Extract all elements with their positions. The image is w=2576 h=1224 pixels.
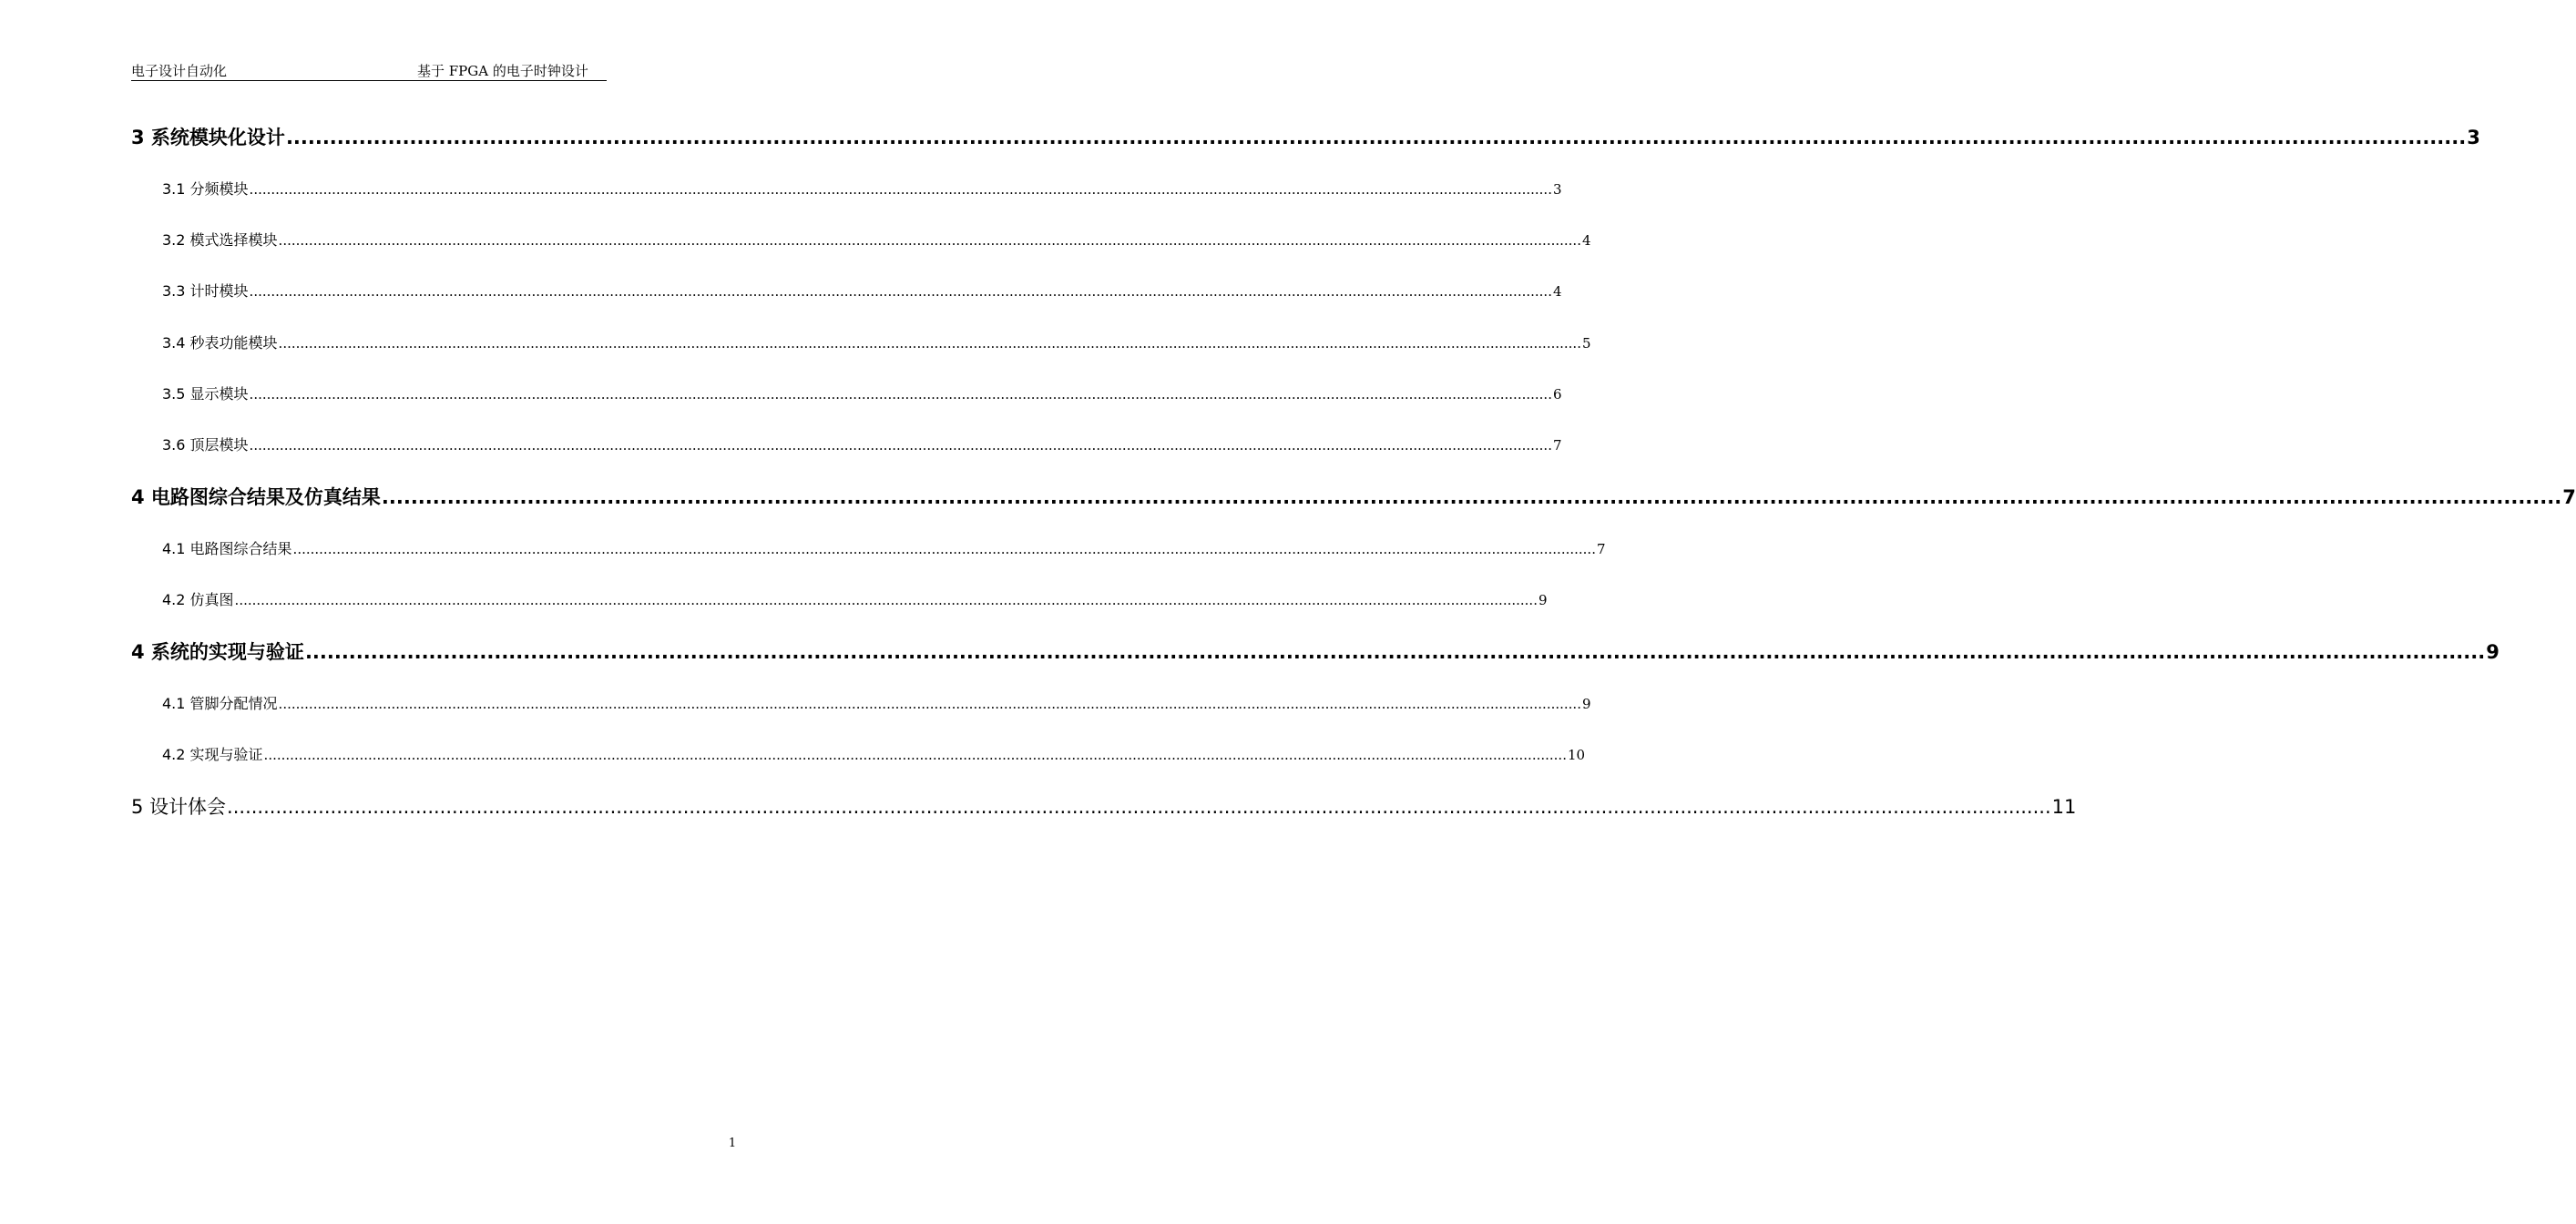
toc-entry-3-2[interactable] [162, 230, 1591, 251]
toc-dot-leader: ............................................................................................................................................................................................................................................................................................................ [227, 796, 2051, 818]
toc-entry-page: 11 [2051, 796, 2077, 818]
toc-entry-4-1b[interactable] [162, 693, 1591, 715]
toc-entry-3-4[interactable] [162, 332, 1591, 354]
toc-entry-page: 4 [1552, 283, 1562, 300]
toc-entry-page: 7 [1596, 541, 1606, 557]
toc-dot-leader: ............................................................................................................................................................................................................................................................................................................ [249, 386, 1552, 403]
toc-dot-leader: ............................................................................................................................................................................................................................................................................................................ [234, 592, 1538, 608]
toc-entry-title: 3.2 模式选择模块 [162, 231, 278, 249]
toc-entry-title: 3.4 秒表功能模块 [162, 334, 278, 352]
toc-entry-chapter-3[interactable] [131, 124, 2480, 151]
toc-entry-title: 4.1 管脚分配情况 [162, 695, 278, 712]
toc-entry-title: 4 电路图综合结果及仿真结果 [131, 486, 381, 508]
toc-entry-4-2a[interactable] [162, 589, 1548, 611]
toc-dot-leader: ............................................................................................................................................................................................................................................................................................................ [278, 232, 1581, 249]
toc-entry-page: 7 [2562, 486, 2576, 508]
toc-entry-page: 6 [1552, 386, 1562, 403]
toc-dot-leader: ............................................................................................................................................................................................................................................................................................................ [285, 127, 2467, 148]
toc-entry-3-6[interactable] [162, 434, 1562, 456]
toc-dot-leader: ............................................................................................................................................................................................................................................................................................................ [263, 747, 1567, 763]
toc-entry-page: 3 [1552, 181, 1562, 198]
toc-entry-page: 9 [1581, 696, 1591, 712]
toc-entry-title: 3.6 顶层模块 [162, 436, 249, 454]
toc-dot-leader: ............................................................................................................................................................................................................................................................................................................ [381, 486, 2562, 508]
toc-entry-title: 5 设计体会 [131, 796, 227, 818]
toc-dot-leader: ............................................................................................................................................................................................................................................................................................................ [278, 335, 1581, 352]
page-header [131, 62, 607, 81]
toc-entry-3-3[interactable] [162, 280, 1562, 302]
toc-entry-4-1a[interactable] [162, 538, 1606, 560]
toc-entry-4-2b[interactable] [162, 744, 1586, 766]
toc-entry-3-5[interactable] [162, 383, 1562, 405]
toc-entry-page: 9 [1538, 592, 1548, 608]
toc-entry-title: 3.3 计时模块 [162, 282, 249, 300]
toc-dot-leader: ............................................................................................................................................................................................................................................................................................................ [304, 641, 2486, 663]
toc-entry-3-1[interactable] [162, 178, 1562, 200]
toc-dot-leader: ............................................................................................................................................................................................................................................................................................................ [278, 696, 1581, 712]
toc-entry-chapter-4b[interactable] [131, 638, 2499, 666]
toc-entry-title: 4 系统的实现与验证 [131, 641, 304, 663]
toc-entry-title: 4.1 电路图综合结果 [162, 540, 292, 557]
toc-dot-leader: ............................................................................................................................................................................................................................................................................................................ [292, 541, 1596, 557]
toc-entry-chapter-4a[interactable] [131, 484, 2576, 511]
toc-entry-page: 7 [1552, 437, 1562, 454]
toc-entry-page: 5 [1581, 335, 1591, 352]
toc-entry-page: 3 [2467, 127, 2480, 148]
toc-entry-title: 3.5 显示模块 [162, 385, 249, 403]
footer-page-number: 1 [728, 1137, 737, 1150]
toc-dot-leader: ............................................................................................................................................................................................................................................................................................................ [249, 437, 1552, 454]
header-left-text: 电子设计自动化 [131, 63, 228, 79]
toc-entry-title: 3.1 分频模块 [162, 180, 249, 198]
toc-dot-leader: ............................................................................................................................................................................................................................................................................................................ [249, 181, 1552, 198]
header-right-text: 基于 FPGA 的电子时钟设计 [417, 63, 588, 79]
toc-entry-page: 10 [1567, 747, 1586, 763]
toc-entry-page: 4 [1581, 232, 1591, 249]
toc-entry-title: 4.2 仿真图 [162, 591, 234, 608]
toc-entry-title: 4.2 实现与验证 [162, 746, 263, 763]
toc-entry-chapter-5[interactable] [131, 793, 2077, 821]
toc-dot-leader: ............................................................................................................................................................................................................................................................................................................ [249, 283, 1552, 300]
toc-entry-page: 9 [2486, 641, 2499, 663]
toc-entry-title: 3 系统模块化设计 [131, 127, 285, 148]
